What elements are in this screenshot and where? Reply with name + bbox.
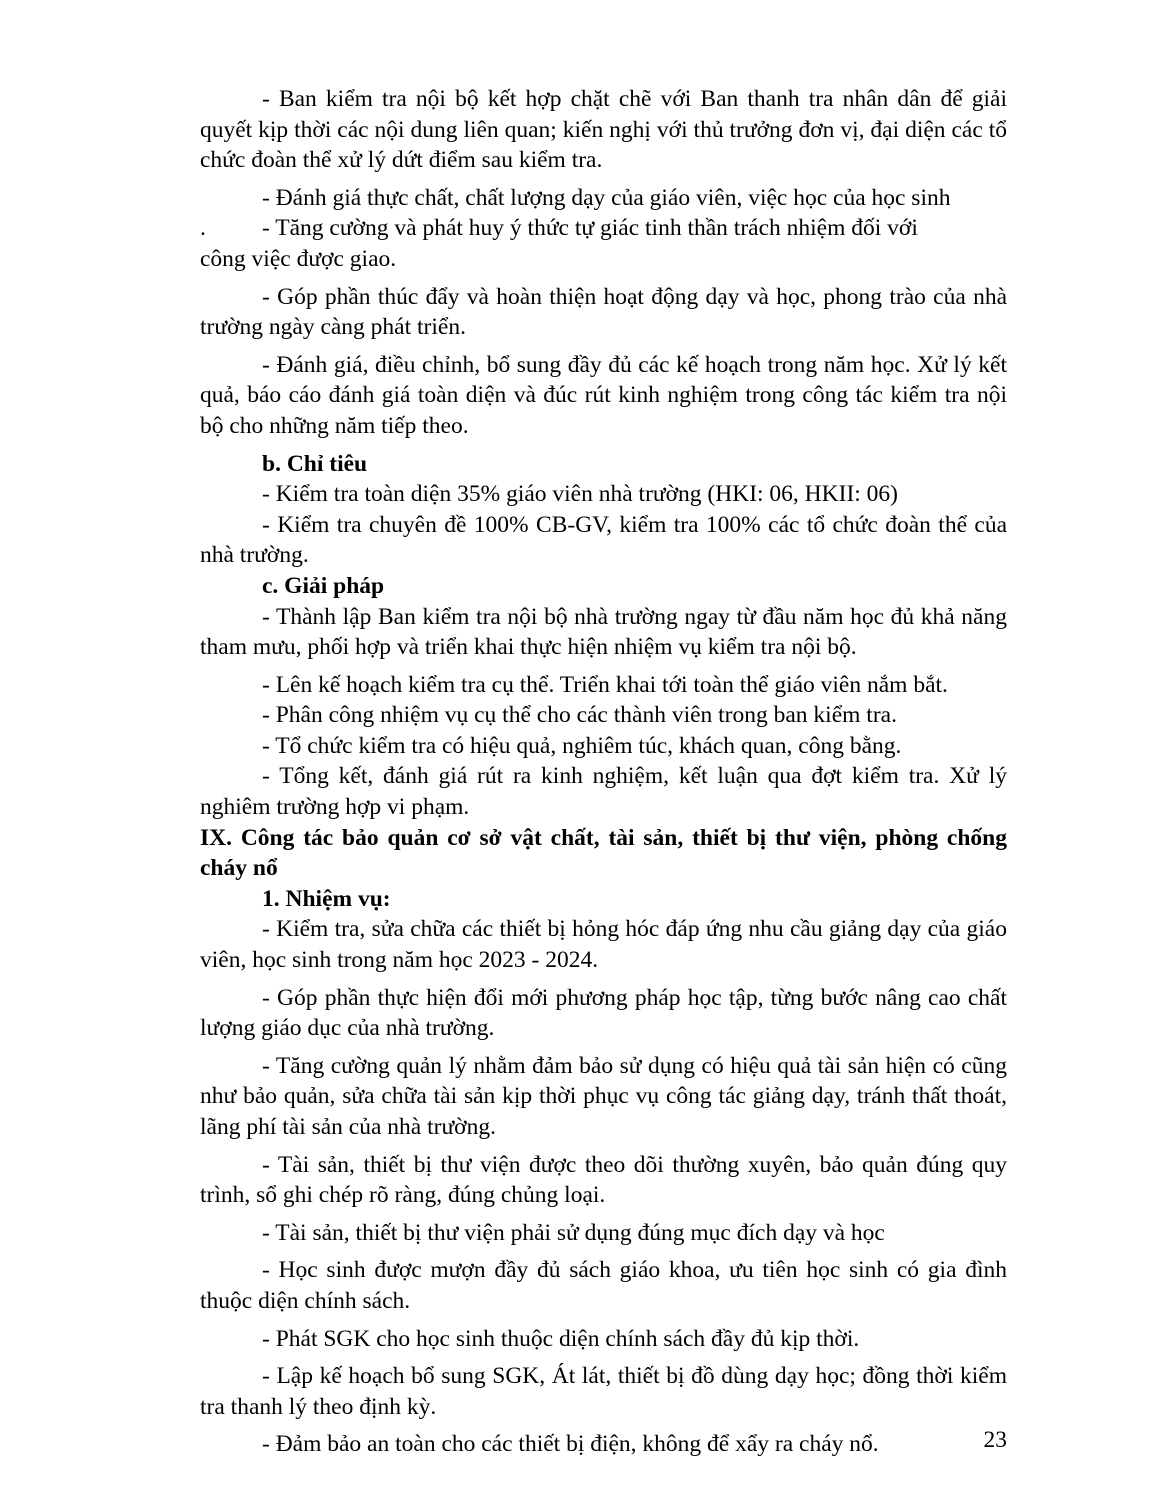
paragraph: - Tổ chức kiểm tra có hiệu quả, nghiêm túc, khách quan, công bằng. (262, 732, 902, 759)
paragraph: - Kiểm tra toàn diện 35% giáo viên nhà trường (HKI: 06, HKII: 06) (262, 481, 899, 508)
paragraph: - Góp phần thực hiện đổi mới phương pháp học tập, từng bước nâng cao chất lượng giáo dục của nhà trường. (200, 984, 1007, 1042)
paragraph: - Lên kế hoạch kiểm tra cụ thể. Triển khai tới toàn thể giáo viên nắm bắt. (262, 671, 948, 698)
paragraph: - Thành lập Ban kiểm tra nội bộ nhà trường ngay từ đầu năm học đủ khả năng tham mưu, phối hợp và triển khai thực hiện nhiệm vụ kiểm tra nội bộ. (200, 603, 1007, 661)
paragraph: - Tài sản, thiết bị thư viện phải sử dụng đúng mục đích dạy và học (262, 1219, 885, 1246)
paragraph: - Phát SGK cho học sinh thuộc diện chính sách đầy đủ kịp thời. (262, 1325, 860, 1352)
paragraph: - Tài sản, thiết bị thư viện được theo dõi thường xuyên, bảo quản đúng quy trình, sổ ghi chép rõ ràng, đúng chủng loại. (200, 1151, 1007, 1209)
paragraph-line: - Tăng cường và phát huy ý thức tự giác tinh thần trách nhiệm đối với (262, 215, 918, 242)
paragraph: - Lập kế hoạch bổ sung SGK, Át lát, thiết bị đồ dùng dạy học; đồng thời kiểm tra thanh lý theo định kỳ. (200, 1363, 1007, 1420)
page-number: 23 (983, 1427, 1007, 1453)
paragraph: - Kiểm tra, sửa chữa các thiết bị hỏng hóc đáp ứng nhu cầu giảng dạy của giáo viên, học sinh trong năm học 2023 - 2024. (200, 916, 1007, 974)
stray-dot: . (200, 215, 206, 242)
paragraph-continuation: công việc được giao. (200, 245, 397, 272)
chapter-heading: IX. Công tác bảo quản cơ sở vật chất, tài sản, thiết bị thư viện, phòng chống cháy nổ (200, 824, 1007, 882)
paragraph: - Tổng kết, đánh giá rút ra kinh nghiệm, kết luận qua đợt kiểm tra. Xử lý nghiêm trường hợp vi phạm. (200, 763, 1007, 821)
section-heading: b. Chỉ tiêu (262, 450, 368, 477)
paragraph: - Đánh giá thực chất, chất lượng dạy của giáo viên, việc học của học sinh (262, 184, 951, 211)
paragraph: - Tăng cường quản lý nhằm đảm bảo sử dụng có hiệu quả tài sản hiện có cũng như bảo quản, sửa chữa tài sản kịp thời phục vụ công tác giảng dạy, tránh thất thoát, lãng phí tài sản của nhà trường. (200, 1052, 1007, 1140)
paragraph: - Kiểm tra chuyên đề 100% CB-GV, kiểm tra 100% các tổ chức đoàn thể của nhà trường. (200, 511, 1007, 569)
paragraph: - Học sinh được mượn đầy đủ sách giáo khoa, ưu tiên học sinh có gia đình thuộc diện chính sách. (200, 1257, 1007, 1314)
section-heading: c. Giải pháp (262, 572, 385, 599)
paragraph: - Phân công nhiệm vụ cụ thể cho các thành viên trong ban kiểm tra. (262, 702, 897, 729)
paragraph: - Góp phần thúc đẩy và hoàn thiện hoạt động dạy và học, phong trào của nhà trường ngày càng phát triển. (200, 283, 1007, 341)
section-heading: 1. Nhiệm vụ: (262, 885, 391, 912)
paragraph: - Đánh giá, điều chỉnh, bổ sung đầy đủ các kế hoạch trong năm học. Xử lý kết quả, báo cáo đánh giá toàn diện và đúc rút kinh nghiệm trong công tác kiểm tra nội bộ cho những năm tiếp theo. (200, 351, 1007, 439)
document-page (200, 84, 1007, 1467)
paragraph: - Ban kiểm tra nội bộ kết hợp chặt chẽ với Ban thanh tra nhân dân để giải quyết kịp thời các nội dung liên quan; kiến nghị với thủ trưởng đơn vị, đại diện các tổ chức đoàn thể xử lý dứt điểm sau kiểm tra. (200, 86, 1007, 174)
paragraph: - Đảm bảo an toàn cho các thiết bị điện, không để xẩy ra cháy nổ. (262, 1431, 879, 1458)
paragraph (200, 213, 1007, 244)
